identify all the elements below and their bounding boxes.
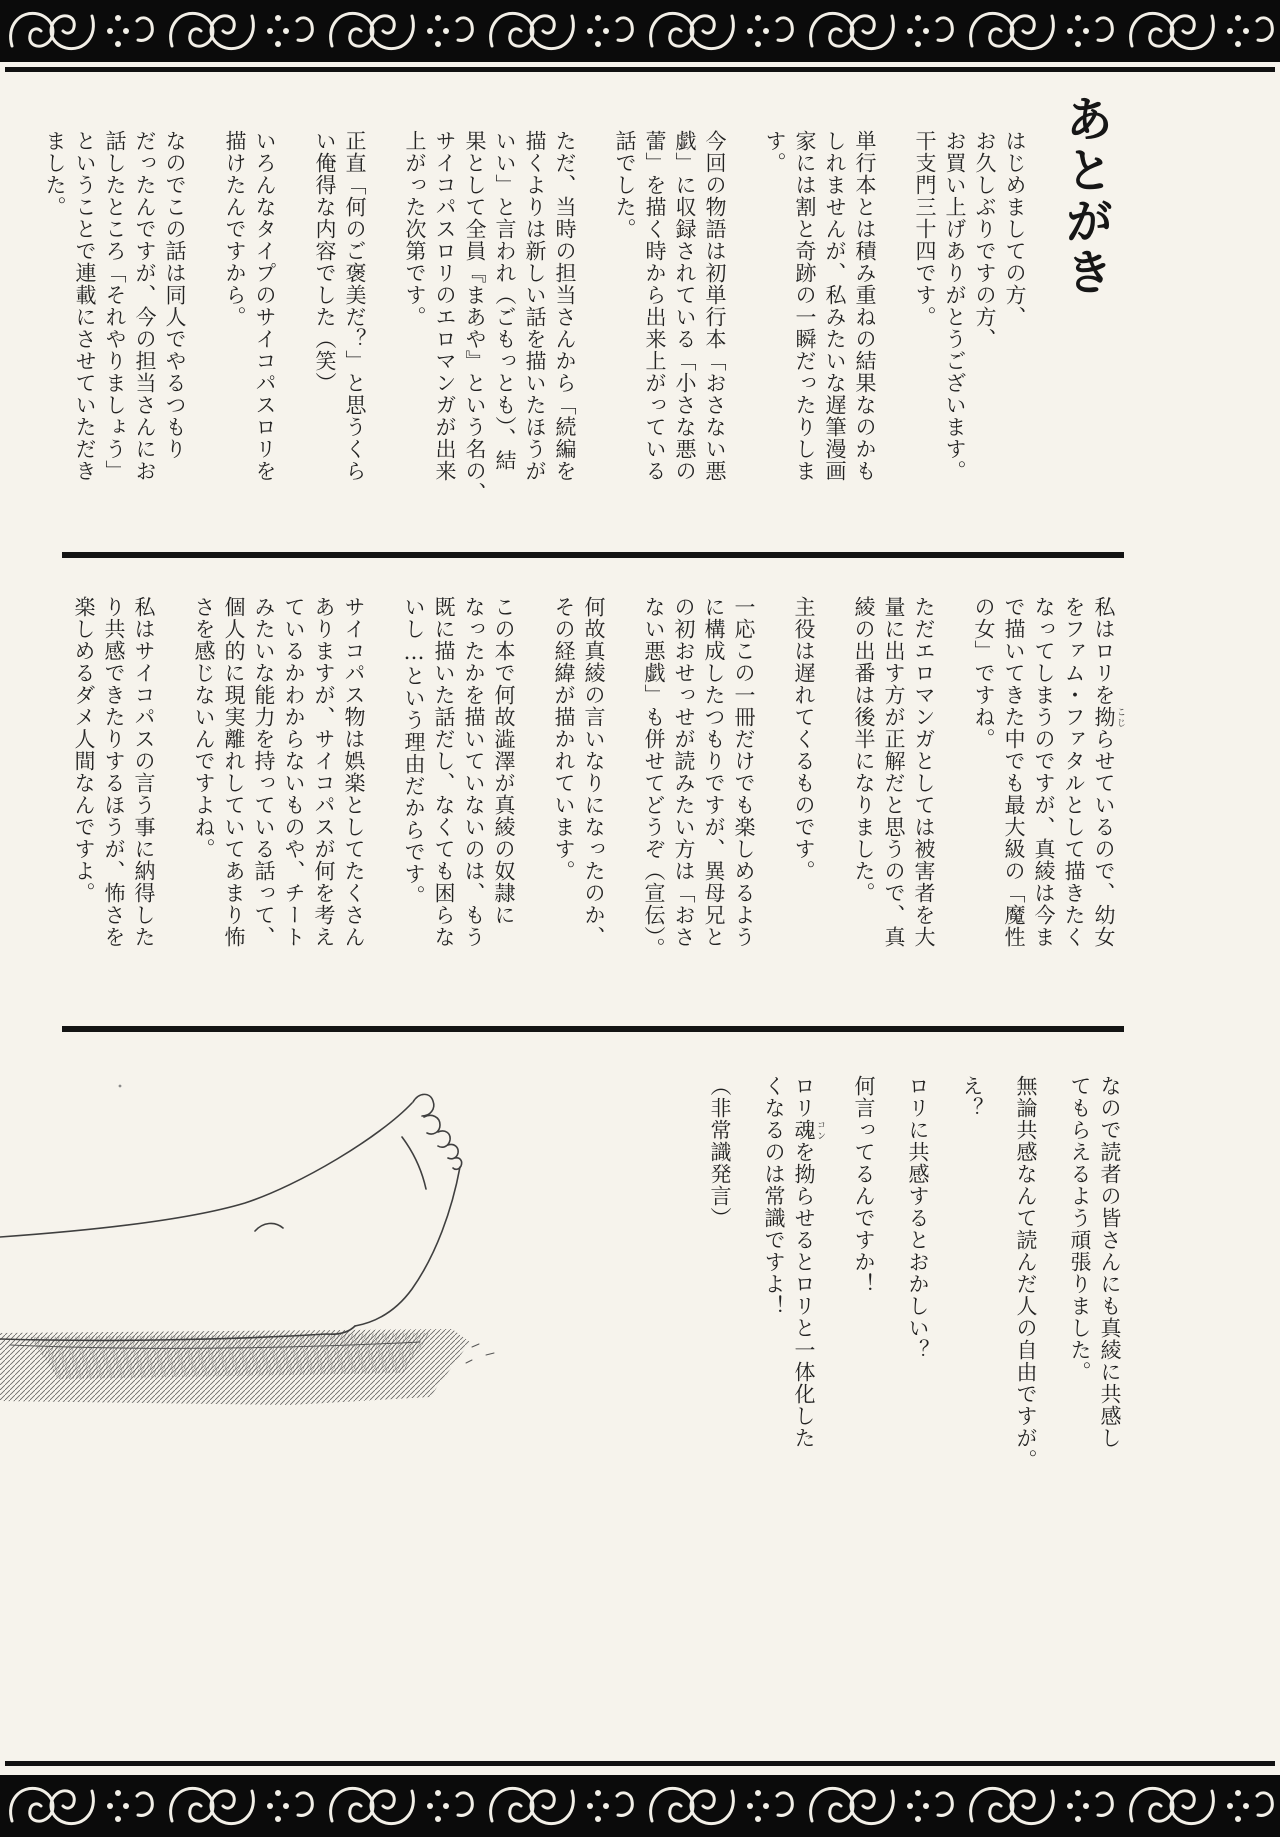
top-rule-line (5, 67, 1275, 72)
text-line: え？ (960, 1075, 984, 1119)
paragraph (40, 130, 190, 522)
text-line: だったんですが、今の担当さんにお (133, 130, 157, 482)
text-line: 無論共感なんて読んだ人の自由ですが。 (1014, 1075, 1038, 1471)
text-line: 干支門三十四です。 (913, 130, 937, 328)
text-line: なのでこの話は同人でやるつもり (163, 130, 187, 460)
text-line: 上がった次第です。 (403, 130, 427, 328)
text-line: ということで連載にさせていただき (73, 130, 97, 482)
paragraph (549, 596, 609, 998)
text-line: その経緯が描かれています。 (552, 596, 576, 882)
foot-illustration (0, 1045, 540, 1445)
text-line: 話でした。 (613, 130, 637, 240)
paragraph (1065, 1075, 1125, 1487)
text-line: くなるのは常識ですよ！ (762, 1075, 786, 1317)
paragraph (310, 130, 370, 522)
text-line: ロリに共感するとおかしい？ (906, 1075, 930, 1361)
ruby-annotated-kanji: 魂 コン (792, 1119, 825, 1141)
paragraph (610, 130, 730, 522)
text-line: の女」ですね。 (972, 596, 996, 750)
sketch-ticks (10, 1085, 494, 1363)
text-line: 既に描いた話だし、なくても困らな (432, 596, 456, 948)
text-line: 正直「何のご褒美だ？」と思うくら (343, 130, 367, 482)
bottom-rule-line (5, 1761, 1275, 1766)
text-line: しれませんが、私みたいな遅筆漫画 (823, 130, 847, 482)
paragraph (789, 596, 819, 998)
text-line: みたいな能力を持っている話って、 (252, 596, 276, 948)
paragraph (760, 130, 880, 522)
text-line: いし…という理由だからです。 (402, 596, 426, 907)
text-line: 主役は遅れてくるものです。 (792, 596, 816, 882)
text-line: なので読者の皆さんにも真綾に共感し (1098, 1075, 1122, 1449)
text-line: お買い上げありがとうございます。 (943, 130, 967, 482)
text-line: で描いてきた中でも最大級の「魔性 (1002, 596, 1026, 948)
text-line: ロリ魂 コンを拗らせるとロリと一体化した (792, 1075, 825, 1449)
foot-outline (0, 1094, 462, 1340)
text-line: 戯」に収録されている「小さな悪の (673, 130, 697, 482)
text-line: サイコパス物は娯楽としてたくさん (342, 596, 366, 948)
text-line: 描けたんですから。 (223, 130, 247, 328)
text-line: 今回の物語は初単行本「おさない悪 (703, 130, 727, 482)
text-line: い俺得な内容でした（笑） (313, 130, 337, 394)
text-line: 描くよりは新しい話を描いたほうが (523, 130, 547, 482)
text-line: ただエロマンガとしては被害者を大 (912, 596, 936, 948)
afterword-middle-section (69, 596, 1125, 998)
text-line: ありますが、サイコパスが何を考え (312, 596, 336, 948)
text-line: 私はロリを拗 こじらせているので、幼女 (1092, 596, 1125, 948)
text-line: 楽しめるダメ人間なんですよ。 (72, 596, 96, 904)
text-line: 私はサイコパスの言う事に納得した (132, 596, 156, 948)
arabesque-pattern-icon (0, 1775, 1280, 1837)
text-line: 個人的に現実離れしていてあまり怖 (222, 596, 246, 948)
text-line: の初おせっせが読みたい方は「おさ (672, 596, 696, 948)
text-line: ました。 (43, 130, 67, 218)
text-line: 話したところ「それやりましょう」 (103, 130, 127, 482)
afterword-closing-section (681, 1075, 1125, 1487)
text-line: 果として全員『まあや』という名の、 (463, 130, 487, 504)
paragraph (759, 1075, 825, 1487)
text-line: はじめましての方、 (1003, 130, 1027, 328)
text-line: なってしまうのですが、真綾は今ま (1032, 596, 1056, 948)
text-line: 量に出す方が正解だと思うので、真 (882, 596, 906, 948)
paragraph (69, 596, 159, 998)
text-line: 単行本とは積み重ねの結果なのかも (853, 130, 877, 482)
text-line: いい」と言われ（ごもっとも）、結 (493, 130, 517, 472)
ornamental-border-top (0, 0, 1280, 62)
text-line: お久しぶりですの方、 (973, 130, 997, 350)
paragraph (849, 1075, 879, 1487)
text-line: いろんなタイプのサイコパスロリを (253, 130, 277, 482)
section-divider-rule-2 (62, 1026, 1124, 1032)
text-line: 蕾」を描く時から出来上がっている (643, 130, 667, 482)
paragraph (639, 596, 759, 998)
paragraph (189, 596, 369, 998)
text-line: ているかわからないものや、チート (282, 596, 306, 948)
paragraph (220, 130, 280, 522)
text-line: てもらえるよう頑張りました。 (1068, 1075, 1092, 1383)
paragraph (910, 130, 1030, 522)
paragraph (705, 1075, 735, 1487)
ruby-annotated-kanji: 拗 こじ (1092, 706, 1125, 728)
text-line: をファム・ファタルとして描きたく (1062, 596, 1086, 948)
text-line: す。 (763, 130, 787, 174)
text-line: ない悪戯」も併せてどうぞ（宣伝）。 (642, 596, 666, 960)
paragraph (969, 596, 1125, 998)
paragraph (1011, 1075, 1041, 1487)
text-line: 綾の出番は後半になりました。 (852, 596, 876, 904)
text-line: に構成したつもりですが、異母兄と (702, 596, 726, 948)
text-line: なったかを描いていないのは、もう (462, 596, 486, 948)
ornamental-border-bottom (0, 1775, 1280, 1837)
paragraph (849, 596, 939, 998)
paragraph (903, 1075, 933, 1487)
paragraph (400, 130, 580, 522)
afterword-intro-section (40, 130, 1030, 522)
paragraph (399, 596, 519, 998)
arabesque-pattern-icon (0, 0, 1280, 62)
page-title: あとがき (1057, 94, 1113, 298)
text-line: サイコパスロリのエロマンガが出来 (433, 130, 457, 482)
text-line: 一応この一冊だけでも楽しめるよう (732, 596, 756, 948)
text-line: この本で何故澁澤が真綾の奴隷に (492, 596, 516, 926)
text-line: 何言ってるんですか！ (852, 1075, 876, 1295)
text-line: 家には割と奇跡の一瞬だったりしま (793, 130, 817, 482)
text-line: ただ、当時の担当さんから「続編を (553, 130, 577, 482)
text-line: （非常識発言） (708, 1075, 732, 1229)
section-divider-rule-1 (62, 552, 1124, 558)
text-line: さを感じないんですよね。 (192, 596, 216, 860)
paragraph (957, 1075, 987, 1487)
text-line: 何故真綾の言いなりになったのか、 (582, 596, 606, 948)
text-line: り共感できたりするほうが、怖さを (102, 596, 126, 948)
